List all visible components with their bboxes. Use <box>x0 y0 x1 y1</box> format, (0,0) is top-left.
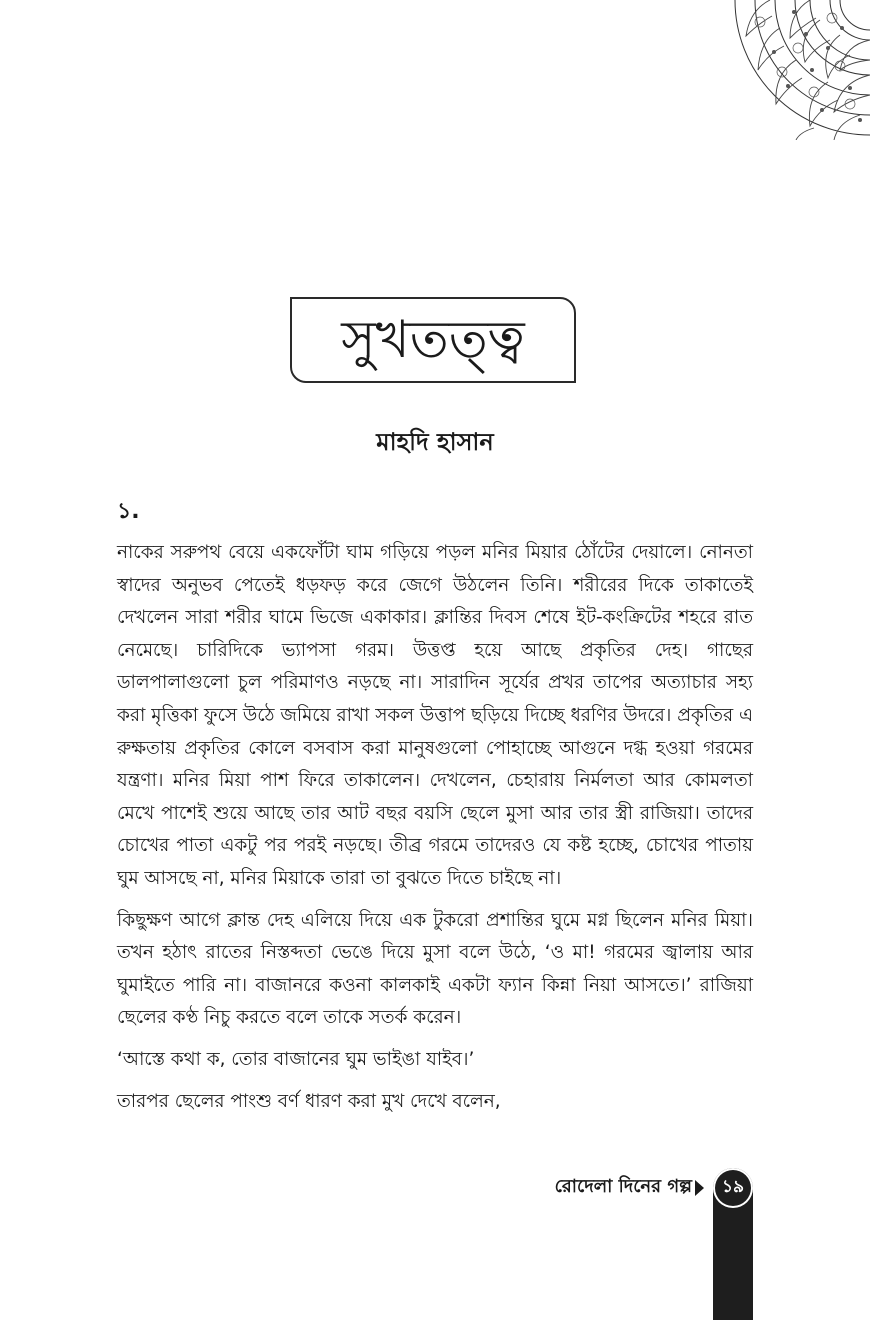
running-footer-book-title: রোদেলা দিনের গল্প <box>554 1176 692 1197</box>
chapter-title: সুখতত্ত্ব <box>341 310 525 370</box>
story-body <box>117 537 753 1127</box>
page-tab-strip <box>713 1190 753 1320</box>
title-frame <box>290 297 576 383</box>
triangle-right-icon <box>695 1180 704 1196</box>
mandala-ornament <box>710 0 870 140</box>
paragraph: কিছুক্ষণ আগে ক্লান্ত দেহ এলিয়ে দিয়ে এক টুকরো প্রশান্তির ঘুমে মগ্ন ছিলেন মনির মিয়া। তখন হঠাৎ রাতের নিস্তব্দতা ভেঙে দিয়ে মুসা বলে উঠে, ‘ও মা! গরমের জ্বালায় আর ঘুমাইতে পারি না। বাজানরে কওনা কালকাই একটা ফ্যান কিন্না নিয়া আসতে।’ রাজিয়া ছেলের কণ্ঠ নিচু করতে বলে তাকে সতর্ক করেন। <box>117 909 753 1029</box>
author-name: মাহদি হাসান <box>376 428 494 456</box>
section-number: ১. <box>117 499 140 524</box>
paragraph: তারপর ছেলের পাংশু বর্ণ ধারণ করা মুখ দেখে বলেন, <box>117 1090 501 1112</box>
paragraph: নাকের সরুপথ বেয়ে একফোঁটা ঘাম গড়িয়ে পড়ল মনির মিয়ার ঠোঁটের দেয়ালে। নোনতা স্বাদের অনুভব পেতেই ধড়ফড় করে জেগে উঠলেন তিনি। শরীরের দিকে তাকাতেই দেখলেন সারা শরীর ঘামে ভিজে একাকার। ক্লান্তির দিবস শেষে ইট-কংক্রিটের শহরে রাত নেমেছে। চারিদিকে ভ্যাপসা গরম। উত্তপ্ত হয়ে আছে প্রকৃতির দেহ। গাছের ডালপালাগুলো চুল পরিমাণও নড়ছে না। সারাদিন সূর্যের প্রখর তাপের অত্যাচার সহ্য করা মৃত্তিকা ফুসে উঠে জমিয়ে রাখা সকল উত্তাপ ছড়িয়ে দিচ্ছে ধরণির উদরে। প্রকৃতির এ রুক্ষতায় প্রকৃতির কোলে বসবাস করা মানুষগুলো পোহাচ্ছে আগুনে দগ্ধ হওয়া গরমের যন্ত্রণা। মনির মিয়া পাশ ফিরে তাকালেন। দেখলেন, চেহারায় নির্মলতা আর কোমলতা মেখে পাশেই শুয়ে আছে তার আট বছর বয়সি ছেলে মুসা আর তার স্ত্রী রাজিয়া। তাদের চোখের পাতা একটু পর পরই নড়ছে। তীব্র গরমে তাদেরও যে কষ্ট হচ্ছে, চোখের পাতায় ঘুম আসছে না, মনির মিয়াকে তারা তা বুঝতে দিতে চাইছে না। <box>117 542 753 889</box>
page-number: ১৯ <box>713 1168 753 1208</box>
paragraph: ‘আস্তে কথা ক, তোর বাজানের ঘুম ভাইঙা যাইব।’ <box>117 1048 475 1070</box>
